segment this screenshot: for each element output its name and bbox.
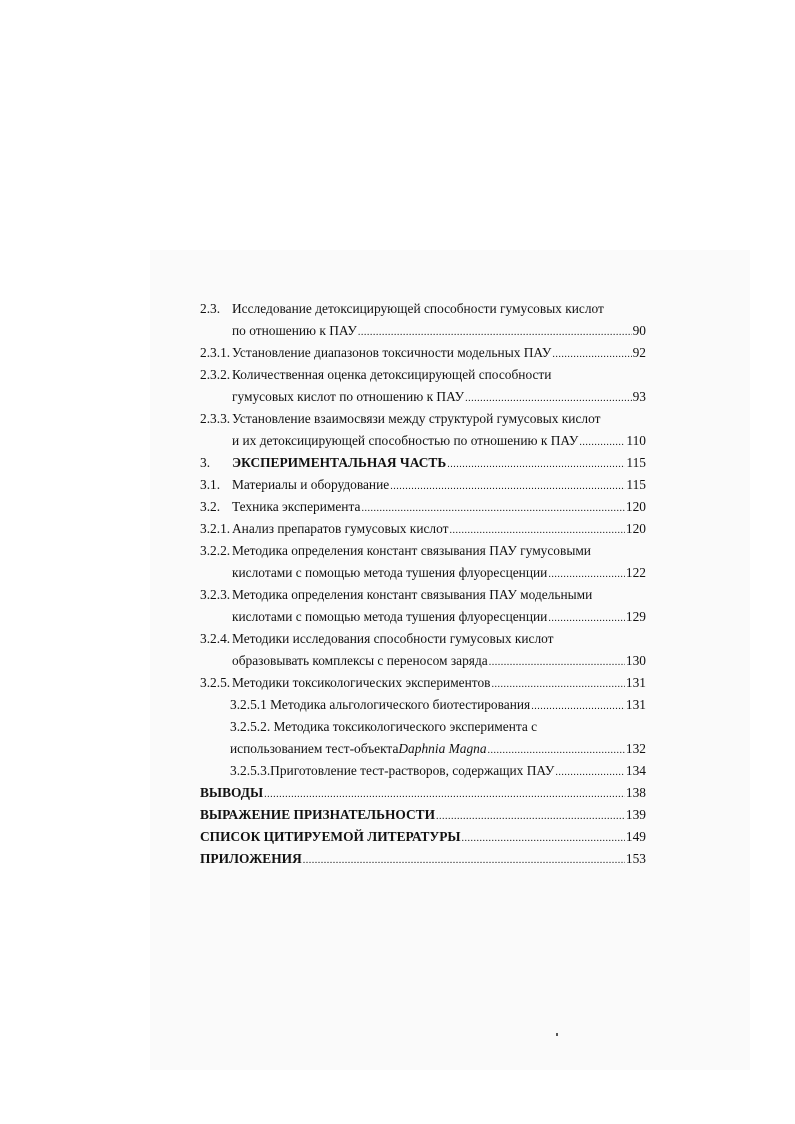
toc-title: Исследование детоксицирующей способности гумусовых кислот — [232, 301, 604, 316]
toc-entry-3-2-5-2 — [200, 716, 646, 738]
toc-page-number: 139 — [625, 807, 646, 822]
toc-title: Техника эксперимента — [232, 499, 361, 514]
toc-title: кислотами с помощью метода тушения флуоресценции — [232, 609, 548, 624]
toc-title: гумусовых кислот по отношению к ПАУ — [232, 389, 465, 404]
toc-entry-3-2-3-cont — [200, 606, 646, 628]
toc-title: ЭКСПЕРИМЕНТАЛЬНАЯ ЧАСТЬ — [232, 455, 447, 470]
toc-title: Анализ препаратов гумусовых кислот — [232, 521, 449, 536]
toc-page-number: 149 — [625, 829, 646, 844]
toc-number: 2.3. — [200, 301, 221, 316]
toc-page-number: 120 — [625, 499, 646, 514]
toc-page-number: 131 — [625, 697, 646, 712]
toc-title: 3.2.5.1 Методика альгологического биотестирования — [230, 697, 531, 712]
toc-entry-3-2-5 — [200, 672, 646, 694]
toc-title: СПИСОК ЦИТИРУЕМОЙ ЛИТЕРАТУРЫ — [200, 829, 461, 844]
toc-title: Методики исследования способности гумусовых кислот — [232, 631, 554, 646]
toc-number: 3. — [200, 455, 211, 470]
toc-entry-3-2-2 — [200, 540, 646, 562]
toc-leader — [488, 740, 625, 762]
toc-leader — [361, 498, 624, 520]
toc-entry-2-3-3 — [200, 408, 646, 430]
toc-leader — [555, 762, 625, 784]
toc-leader — [303, 850, 625, 872]
toc-page-number: 122 — [625, 565, 646, 580]
toc-entry-3-2 — [200, 496, 646, 518]
toc-leader — [390, 476, 625, 498]
toc-number: 2.3.2. — [200, 367, 231, 382]
toc-title: по отношению к ПАУ — [232, 323, 357, 338]
toc-title: 3.2.5.3.Приготовление тест-растворов, содержащих ПАУ — [230, 763, 555, 778]
toc-number: 3.2.3. — [200, 587, 231, 602]
toc-page-number: 131 — [625, 675, 646, 690]
toc-leader — [552, 344, 631, 366]
toc-title: ВЫВОДЫ — [200, 785, 264, 800]
toc-number: 3.1. — [200, 477, 221, 492]
toc-title: Материалы и оборудование — [232, 477, 390, 492]
toc-number: 3.2.5. — [200, 675, 231, 690]
toc-page-number: 93 — [632, 389, 646, 404]
toc-entry-2-3-1 — [200, 342, 646, 364]
toc-leader — [264, 784, 625, 806]
toc-title: Методики токсикологических экспериментов — [232, 675, 491, 690]
toc-title-italic: Daphnia Magna — [398, 741, 487, 756]
toc-title: использованием тест-объекта — [230, 741, 399, 756]
toc-number: 2.3.1. — [200, 345, 231, 360]
toc-title: Методика определения констант связывания ПАУ гумусовыми — [232, 543, 591, 558]
toc-title: и их детоксицирующей способностью по отношению к ПАУ — [232, 433, 579, 448]
toc-page-number: 90 — [632, 323, 646, 338]
toc-number: 3.2.1. — [200, 521, 231, 536]
toc-leader — [358, 322, 632, 344]
toc-page-number: 115 — [626, 455, 646, 470]
toc-title: Установление диапазонов токсичности модельных ПАУ — [232, 345, 552, 360]
toc-entry-3 — [200, 452, 646, 474]
toc-entry-2-3 — [200, 298, 646, 320]
toc-entry-appendices — [200, 848, 646, 870]
toc-entry-2-3-cont — [200, 320, 646, 342]
toc-entry-acknowledgements — [200, 804, 646, 826]
toc-title: образовывать комплексы с переносом заряда — [232, 653, 488, 668]
toc-title: ВЫРАЖЕНИЕ ПРИЗНАТЕЛЬНОСТИ — [200, 807, 436, 822]
toc-leader — [531, 696, 625, 718]
toc-entry-3-2-2-cont — [200, 562, 646, 584]
toc-title: ПРИЛОЖЕНИЯ — [200, 851, 302, 866]
toc-number: 3.2. — [200, 499, 221, 514]
toc-page-number: 92 — [632, 345, 646, 360]
toc-page-number: 134 — [625, 763, 646, 778]
toc-leader — [462, 828, 625, 850]
toc-number: 2.3.3. — [200, 411, 231, 426]
toc-page-number: 153 — [625, 851, 646, 866]
toc-page-number: 132 — [625, 741, 646, 756]
toc-entry-conclusions — [200, 782, 646, 804]
toc-page-number: 120 — [625, 521, 646, 536]
toc-entry-2-3-2-cont — [200, 386, 646, 408]
toc-entry-references — [200, 826, 646, 848]
toc-number: 3.2.2. — [200, 543, 231, 558]
toc-page-number: 138 — [625, 785, 646, 800]
scan-speck — [556, 1033, 558, 1036]
toc-title: кислотами с помощью метода тушения флуоресценции — [232, 565, 548, 580]
toc-title: Методика определения констант связывания ПАУ модельными — [232, 587, 593, 602]
toc-leader — [491, 674, 624, 696]
toc-entry-2-3-3-cont — [200, 430, 646, 452]
toc-entry-3-2-4 — [200, 628, 646, 650]
toc-entry-3-2-4-cont — [200, 650, 646, 672]
toc-page-number: 129 — [625, 609, 646, 624]
toc-number: 3.2.4. — [200, 631, 231, 646]
toc-title: Количественная оценка детоксицирующей способности — [232, 367, 552, 382]
toc-entry-3-2-5-3 — [200, 760, 646, 782]
toc-leader — [436, 806, 625, 828]
toc-leader — [465, 388, 632, 410]
toc-entry-3-1 — [200, 474, 646, 496]
toc-entry-3-2-5-2-cont — [200, 738, 646, 760]
toc-page-number: 110 — [626, 433, 646, 448]
toc-title: 3.2.5.2. Методика токсикологического эксперимента с — [230, 719, 538, 734]
toc-entry-2-3-2 — [200, 364, 646, 386]
toc-leader — [548, 564, 625, 586]
toc-entry-3-2-3 — [200, 584, 646, 606]
toc-leader — [579, 432, 625, 454]
toc-title: Установление взаимосвязи между структурой гумусовых кислот — [232, 411, 601, 426]
toc-leader — [449, 520, 624, 542]
toc-page-number: 115 — [626, 477, 646, 492]
table-of-contents — [200, 298, 646, 870]
toc-leader — [548, 608, 625, 630]
toc-page-number: 130 — [625, 653, 646, 668]
toc-entry-3-2-5-1 — [200, 694, 646, 716]
toc-leader — [447, 454, 625, 476]
toc-entry-3-2-1 — [200, 518, 646, 540]
toc-leader — [489, 652, 625, 674]
